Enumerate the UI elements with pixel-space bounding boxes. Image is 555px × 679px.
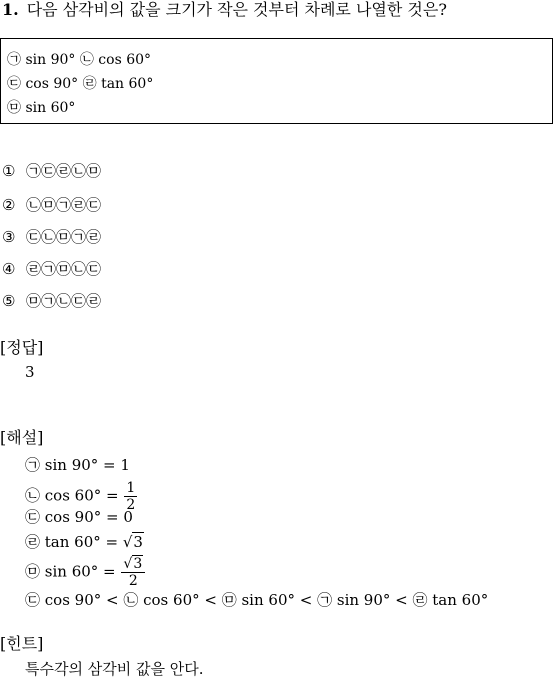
option-text: ㉣㉠㉤㉡㉢ — [26, 260, 102, 278]
option-text: ㉤㉠㉡㉢㉣ — [26, 292, 102, 310]
fraction-numerator — [121, 556, 145, 573]
box-line-2: ㉢ cos 90° ㉣ tan 60° — [7, 76, 154, 92]
option-3[interactable] — [2, 228, 101, 246]
fraction-denominator: 2 — [126, 497, 136, 513]
option-5[interactable] — [2, 292, 101, 310]
question — [2, 0, 447, 20]
option-number: ① — [2, 162, 16, 180]
explanation-line-2-prefix: ㉡ cos 60° = — [25, 486, 124, 505]
fraction-numerator: 1 — [126, 480, 136, 496]
explanation-line-5 — [25, 556, 146, 589]
radicand: 3 — [133, 556, 143, 572]
question-number: 1. — [2, 0, 19, 19]
fraction-denominator: 2 — [128, 573, 138, 589]
square-root: √3 — [122, 533, 143, 551]
explanation-line-3: ㉢ cos 90° = 0 — [25, 508, 133, 526]
answer-heading: [정답] — [0, 338, 44, 357]
option-4[interactable] — [2, 260, 101, 278]
option-number: ② — [2, 196, 16, 214]
option-text: ㉢㉡㉤㉠㉣ — [26, 228, 102, 246]
box-line-1: ㉠ sin 90° ㉡ cos 60° — [7, 52, 152, 68]
explanation-heading: [해설] — [0, 428, 44, 447]
option-text: ㉡㉤㉠㉣㉢ — [26, 196, 102, 214]
box-line-3: ㉤ sin 60° — [7, 100, 76, 116]
explanation-line-5-prefix: ㉤ sin 60° = — [25, 562, 121, 581]
hint-heading: [힌트] — [0, 634, 44, 653]
explanation-line-6: ㉢ cos 90° < ㉡ cos 60° < ㉤ sin 60° < ㉠ sin 90° < ㉣ tan 60° — [25, 591, 489, 609]
square-root: √3 — [123, 556, 143, 572]
option-1[interactable] — [2, 162, 101, 180]
given-box — [0, 38, 553, 124]
option-number: ③ — [2, 228, 16, 246]
answer-value: 3 — [25, 363, 35, 381]
explanation-line-4 — [25, 532, 144, 552]
option-number: ⑤ — [2, 292, 16, 310]
explanation-line-4-prefix: ㉣ tan 60° = — [25, 533, 123, 551]
question-text: 다음 삼각비의 값을 크기가 작은 것부터 차례로 나열한 것은? — [26, 0, 447, 19]
hint-text: 특수각의 삼각비 값을 안다. — [25, 660, 204, 678]
option-number: ④ — [2, 260, 16, 278]
option-2[interactable] — [2, 196, 101, 214]
radicand: 3 — [133, 533, 143, 551]
fraction — [121, 556, 145, 589]
explanation-line-1: ㉠ sin 90° = 1 — [25, 456, 130, 474]
option-text: ㉠㉢㉣㉡㉤ — [26, 162, 102, 180]
